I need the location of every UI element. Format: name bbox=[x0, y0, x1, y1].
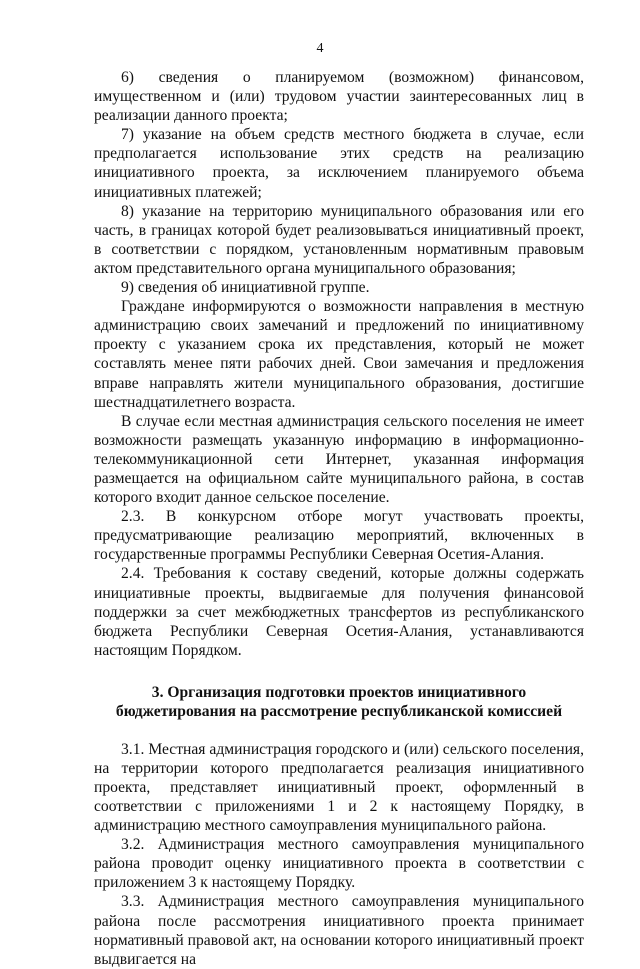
section-heading-line-1: 3. Организация подготовки проектов инициативного bbox=[151, 683, 527, 701]
paragraph-2-4: 2.4. Требования к составу сведений, которые должны содержать инициативные проекты, выдвигаемые для получения финансовой поддержки за счет межбюджетных трансфертов из республиканского бюджета Республики Северная Осетия-Алания, устанавливаются настоящим Порядком. bbox=[94, 565, 584, 659]
page-number: 4 bbox=[316, 41, 324, 56]
paragraph-item-9: 9) сведения об инициативной группе. bbox=[121, 279, 370, 297]
spacer bbox=[94, 660, 584, 683]
paragraph-citizens-informed: Граждане информируются о возможности направления в местную администрацию своих замечаний и предложений по инициативному проекту с указанием срока их представления, который не может составлять менее пяти рабочих дней. Свои замечания и предложения вправе направлять жители муниципального образования, достигшие шестнадцатилетнего возраста. bbox=[94, 298, 584, 411]
paragraph-item-7: 7) указание на объем средств местного бюджета в случае, если предполагается использование этих средств на реализацию инициативного проекта, за исключением планируемого объема инициативных платежей; bbox=[94, 126, 584, 201]
paragraph-3-1: 3.1. Местная администрация городского и (или) сельского поселения, на территории которого предполагается реализация инициативного проекта, представляет инициативный проект, оформленный в соответствии с приложениями 1 и 2 к настоящему Порядку, в администрацию местного самоуправления муниципального района. bbox=[94, 740, 584, 835]
paragraph-item-6: 6) сведения о планируемом (возможном) финансовом, имущественном и (или) трудовом участии заинтересованных лиц в реализации данного проекта; bbox=[94, 69, 584, 125]
paragraph-2-3: 2.3. В конкурсном отборе могут участвовать проекты, предусматривающие реализацию мероприятий, включенных в государственные программы Республики Северная Осетия-Алания. bbox=[94, 508, 584, 564]
paragraph-item-8: 8) указание на территорию муниципального образования или его часть, в границах которой будет реализовываться инициативный проект, в соответствии с порядком, установленным нормативным правовым актом представительного органа муниципального образования; bbox=[94, 202, 584, 277]
document-body bbox=[94, 68, 584, 969]
section-heading bbox=[94, 683, 584, 722]
section-heading-line-2: бюджетирования на рассмотрение республиканской комиссией bbox=[115, 703, 563, 721]
spacer bbox=[94, 722, 584, 740]
paragraph-3-2: 3.2. Администрация местного самоуправления муниципального района проводит оценку инициативного проекта в соответствии с приложением 3 к настоящему Порядку. bbox=[94, 836, 584, 892]
paragraph-rural-settlement: В случае если местная администрация сельского поселения не имеет возможности размещать указанную информацию в информационно-телекоммуникационной сети Интернет, указанная информация размещается на официальном сайте муниципального района, в состав которого входит данное сельское поселение. bbox=[94, 412, 584, 507]
paragraph-3-3: 3.3. Администрация местного самоуправления муниципального района после рассмотрения инициативного проекта принимает нормативный правовой акт, на основании которого инициативный проект выдвигается на bbox=[94, 893, 584, 968]
